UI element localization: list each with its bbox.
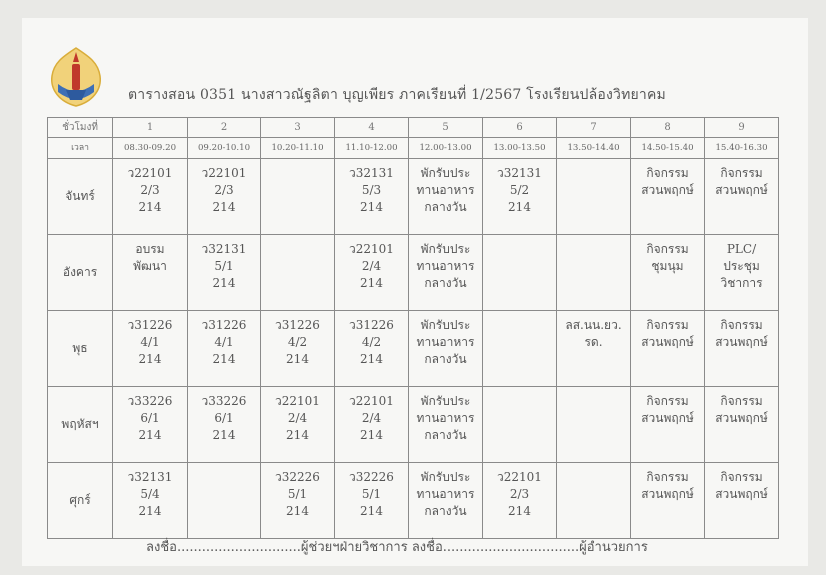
cell-line: ว22101: [497, 470, 542, 484]
cell-line: ว31226: [275, 318, 320, 332]
schedule-cell: [113, 387, 188, 463]
period-label: ชั่วโมงที่: [48, 118, 113, 138]
time-slot: 11.10-12.00: [335, 138, 409, 159]
cell-line: ว31226: [349, 318, 394, 332]
cell-line: 2/3: [140, 183, 160, 197]
time-label: เวลา: [48, 138, 113, 159]
cell-line: 214: [212, 200, 236, 214]
cell-line: กลางวัน: [424, 428, 467, 442]
schedule-cell: [261, 311, 335, 387]
cell-line: ทานอาหาร: [416, 335, 475, 349]
cell-line: 214: [138, 352, 162, 366]
cell-line: 4/1: [140, 335, 160, 349]
cell-line: 214: [138, 504, 162, 518]
schedule-cell: [409, 463, 483, 539]
time-slot: 10.20-11.10: [261, 138, 335, 159]
period-number: 8: [631, 118, 705, 138]
cell-line: ว22101: [275, 394, 320, 408]
cell-line: 214: [360, 504, 383, 518]
cell-line: ว31226: [201, 318, 247, 332]
cell-line: กิจกรรม: [646, 394, 689, 408]
cell-line: ว32131: [497, 166, 542, 180]
schedule-cell: [409, 387, 483, 463]
time-slot: 12.00-13.00: [409, 138, 483, 159]
schedule-cell: [188, 463, 261, 539]
cell-line: 214: [360, 276, 383, 290]
cell-line: 5/1: [214, 259, 234, 273]
cell-line: ทานอาหาร: [416, 183, 475, 197]
cell-line: ว32131: [349, 166, 394, 180]
schedule-cell: [557, 235, 631, 311]
schedule-cell: [261, 159, 335, 235]
schedule-cell: [113, 311, 188, 387]
cell-line: พักรับประ: [420, 470, 471, 484]
day-row: [48, 463, 779, 539]
cell-line: 214: [212, 428, 236, 442]
cell-line: 214: [286, 428, 309, 442]
cell-line: รด.: [584, 335, 603, 349]
cell-line: อบรม: [135, 242, 165, 256]
school-logo: [46, 46, 106, 110]
cell-line: ทานอาหาร: [416, 411, 475, 425]
period-number: 9: [705, 118, 779, 138]
cell-line: 4/2: [287, 335, 308, 349]
cell-line: ประชุม: [723, 259, 760, 273]
schedule-cell: [113, 235, 188, 311]
time-slot: 09.20-10.10: [188, 138, 261, 159]
schedule-cell: [409, 311, 483, 387]
cell-line: สวนพฤกษ์: [641, 411, 694, 425]
cell-line: 2/4: [361, 411, 382, 425]
cell-line: 214: [360, 200, 383, 214]
schedule-cell: [705, 235, 779, 311]
cell-line: 2/4: [361, 259, 382, 273]
day-row: [48, 235, 779, 311]
cell-line: สวนพฤกษ์: [641, 183, 694, 197]
cell-line: 5/4: [140, 487, 160, 501]
period-number: 3: [261, 118, 335, 138]
cell-line: สวนพฤกษ์: [715, 183, 768, 197]
cell-line: 214: [360, 428, 383, 442]
period-header-row: [48, 118, 779, 138]
schedule-cell: [261, 463, 335, 539]
schedule-cell: [705, 311, 779, 387]
cell-line: 214: [286, 352, 309, 366]
day-name: พฤหัสฯ: [48, 387, 113, 463]
cell-line: 214: [508, 200, 531, 214]
cell-line: ว22101: [201, 166, 247, 180]
schedule-cell: [113, 463, 188, 539]
cell-line: ว22101: [127, 166, 173, 180]
day-row: [48, 387, 779, 463]
cell-line: กลางวัน: [424, 504, 467, 518]
schedule-cell: [557, 159, 631, 235]
day-name: อังคาร: [48, 235, 113, 311]
cell-line: ทานอาหาร: [416, 259, 475, 273]
cell-line: กิจกรรม: [720, 394, 763, 408]
cell-line: 5/3: [361, 183, 382, 197]
time-slot: 14.50-15.40: [631, 138, 705, 159]
cell-line: วิชาการ: [720, 276, 763, 290]
schedule-cell: [335, 311, 409, 387]
schedule-cell: [335, 159, 409, 235]
period-number: 2: [188, 118, 261, 138]
cell-line: 214: [286, 504, 309, 518]
cell-line: 214: [508, 504, 531, 518]
period-number: 1: [113, 118, 188, 138]
cell-line: 2/3: [509, 487, 530, 501]
cell-line: 214: [212, 276, 236, 290]
cell-line: กลางวัน: [424, 200, 467, 214]
time-header-row: [48, 138, 779, 159]
schedule-cell: [705, 463, 779, 539]
day-row: [48, 311, 779, 387]
cell-line: 214: [212, 352, 236, 366]
cell-line: ว32131: [201, 242, 247, 256]
schedule-cell: [335, 463, 409, 539]
schedule-cell: [409, 159, 483, 235]
time-slot: 13.50-14.40: [557, 138, 631, 159]
cell-line: 5/1: [287, 487, 308, 501]
time-slot: 15.40-16.30: [705, 138, 779, 159]
cell-line: 2/3: [214, 183, 234, 197]
cell-line: ชุมนุม: [651, 259, 684, 273]
cell-line: กิจกรรม: [646, 470, 689, 484]
schedule-cell: [261, 387, 335, 463]
period-number: 7: [557, 118, 631, 138]
cell-line: 2/4: [287, 411, 308, 425]
period-number: 4: [335, 118, 409, 138]
cell-line: กิจกรรม: [720, 470, 763, 484]
cell-line: 214: [138, 200, 162, 214]
cell-line: ว22101: [349, 394, 394, 408]
cell-line: ว32226: [349, 470, 394, 484]
schedule-cell: [261, 235, 335, 311]
cell-line: ลส.นน.ยว.: [565, 318, 622, 332]
schedule-cell: [631, 463, 705, 539]
cell-line: 4/2: [361, 335, 382, 349]
cell-line: ว33226: [127, 394, 173, 408]
cell-line: ว22101: [349, 242, 394, 256]
day-name: ศุกร์: [48, 463, 113, 539]
cell-line: พักรับประ: [420, 166, 471, 180]
cell-line: 6/1: [214, 411, 234, 425]
cell-line: กลางวัน: [424, 352, 467, 366]
schedule-cell: [188, 387, 261, 463]
schedule-cell: [631, 159, 705, 235]
cell-line: สวนพฤกษ์: [715, 411, 768, 425]
schedule-cell: [557, 387, 631, 463]
schedule-cell: [188, 159, 261, 235]
period-number: 6: [483, 118, 557, 138]
cell-line: สวนพฤกษ์: [715, 335, 768, 349]
cell-line: 4/1: [214, 335, 234, 349]
schedule-cell: [188, 311, 261, 387]
schedule-cell: [557, 463, 631, 539]
day-name: จันทร์: [48, 159, 113, 235]
cell-line: ทานอาหาร: [416, 487, 475, 501]
schedule-cell: [188, 235, 261, 311]
signature-line: ลงชื่อ..............................ผู้ช่วยฯฝ่ายวิชาการ ลงชื่อ.................................ผู้อำนวยการ: [146, 540, 648, 555]
cell-line: กิจกรรม: [646, 242, 689, 256]
cell-line: 5/1: [361, 487, 382, 501]
day-name: พุธ: [48, 311, 113, 387]
cell-line: พักรับประ: [420, 318, 471, 332]
schedule-cell: [483, 387, 557, 463]
cell-line: กิจกรรม: [720, 166, 763, 180]
cell-line: ว31226: [127, 318, 173, 332]
cell-line: 5/2: [509, 183, 530, 197]
schedule-cell: [705, 159, 779, 235]
cell-line: พักรับประ: [420, 394, 471, 408]
schedule-cell: [631, 387, 705, 463]
cell-line: ว32131: [127, 470, 173, 484]
cell-line: สวนพฤกษ์: [715, 487, 768, 501]
cell-line: กิจกรรม: [720, 318, 763, 332]
schedule-cell: [631, 311, 705, 387]
cell-line: กิจกรรม: [646, 318, 689, 332]
cell-line: กลางวัน: [424, 276, 467, 290]
schedule-cell: [409, 235, 483, 311]
cell-line: ว33226: [201, 394, 247, 408]
schedule-cell: [631, 235, 705, 311]
cell-line: ว32226: [275, 470, 320, 484]
schedule-cell: [335, 235, 409, 311]
time-slot: 08.30-09.20: [113, 138, 188, 159]
cell-line: พัฒนา: [133, 259, 167, 273]
cell-line: พักรับประ: [420, 242, 471, 256]
schedule-cell: [483, 235, 557, 311]
cell-line: สวนพฤกษ์: [641, 335, 694, 349]
cell-line: PLC/: [726, 242, 757, 256]
schedule-cell: [557, 311, 631, 387]
schedule-cell: [705, 387, 779, 463]
cell-line: สวนพฤกษ์: [641, 487, 694, 501]
time-slot: 13.00-13.50: [483, 138, 557, 159]
cell-line: กิจกรรม: [646, 166, 689, 180]
schedule-cell: [113, 159, 188, 235]
schedule-cell: [483, 159, 557, 235]
cell-line: 6/1: [140, 411, 160, 425]
cell-line: 214: [138, 428, 162, 442]
day-row: [48, 159, 779, 235]
schedule-cell: [483, 311, 557, 387]
timetable: [47, 117, 779, 539]
page-title: ตารางสอน 0351 นางสาวณัฐลิตา บุญเพียร ภาคเรียนที่ 1/2567 โรงเรียนปล้องวิทยาคม: [128, 87, 666, 103]
schedule-cell: [335, 387, 409, 463]
period-number: 5: [409, 118, 483, 138]
schedule-cell: [483, 463, 557, 539]
cell-line: 214: [360, 352, 383, 366]
